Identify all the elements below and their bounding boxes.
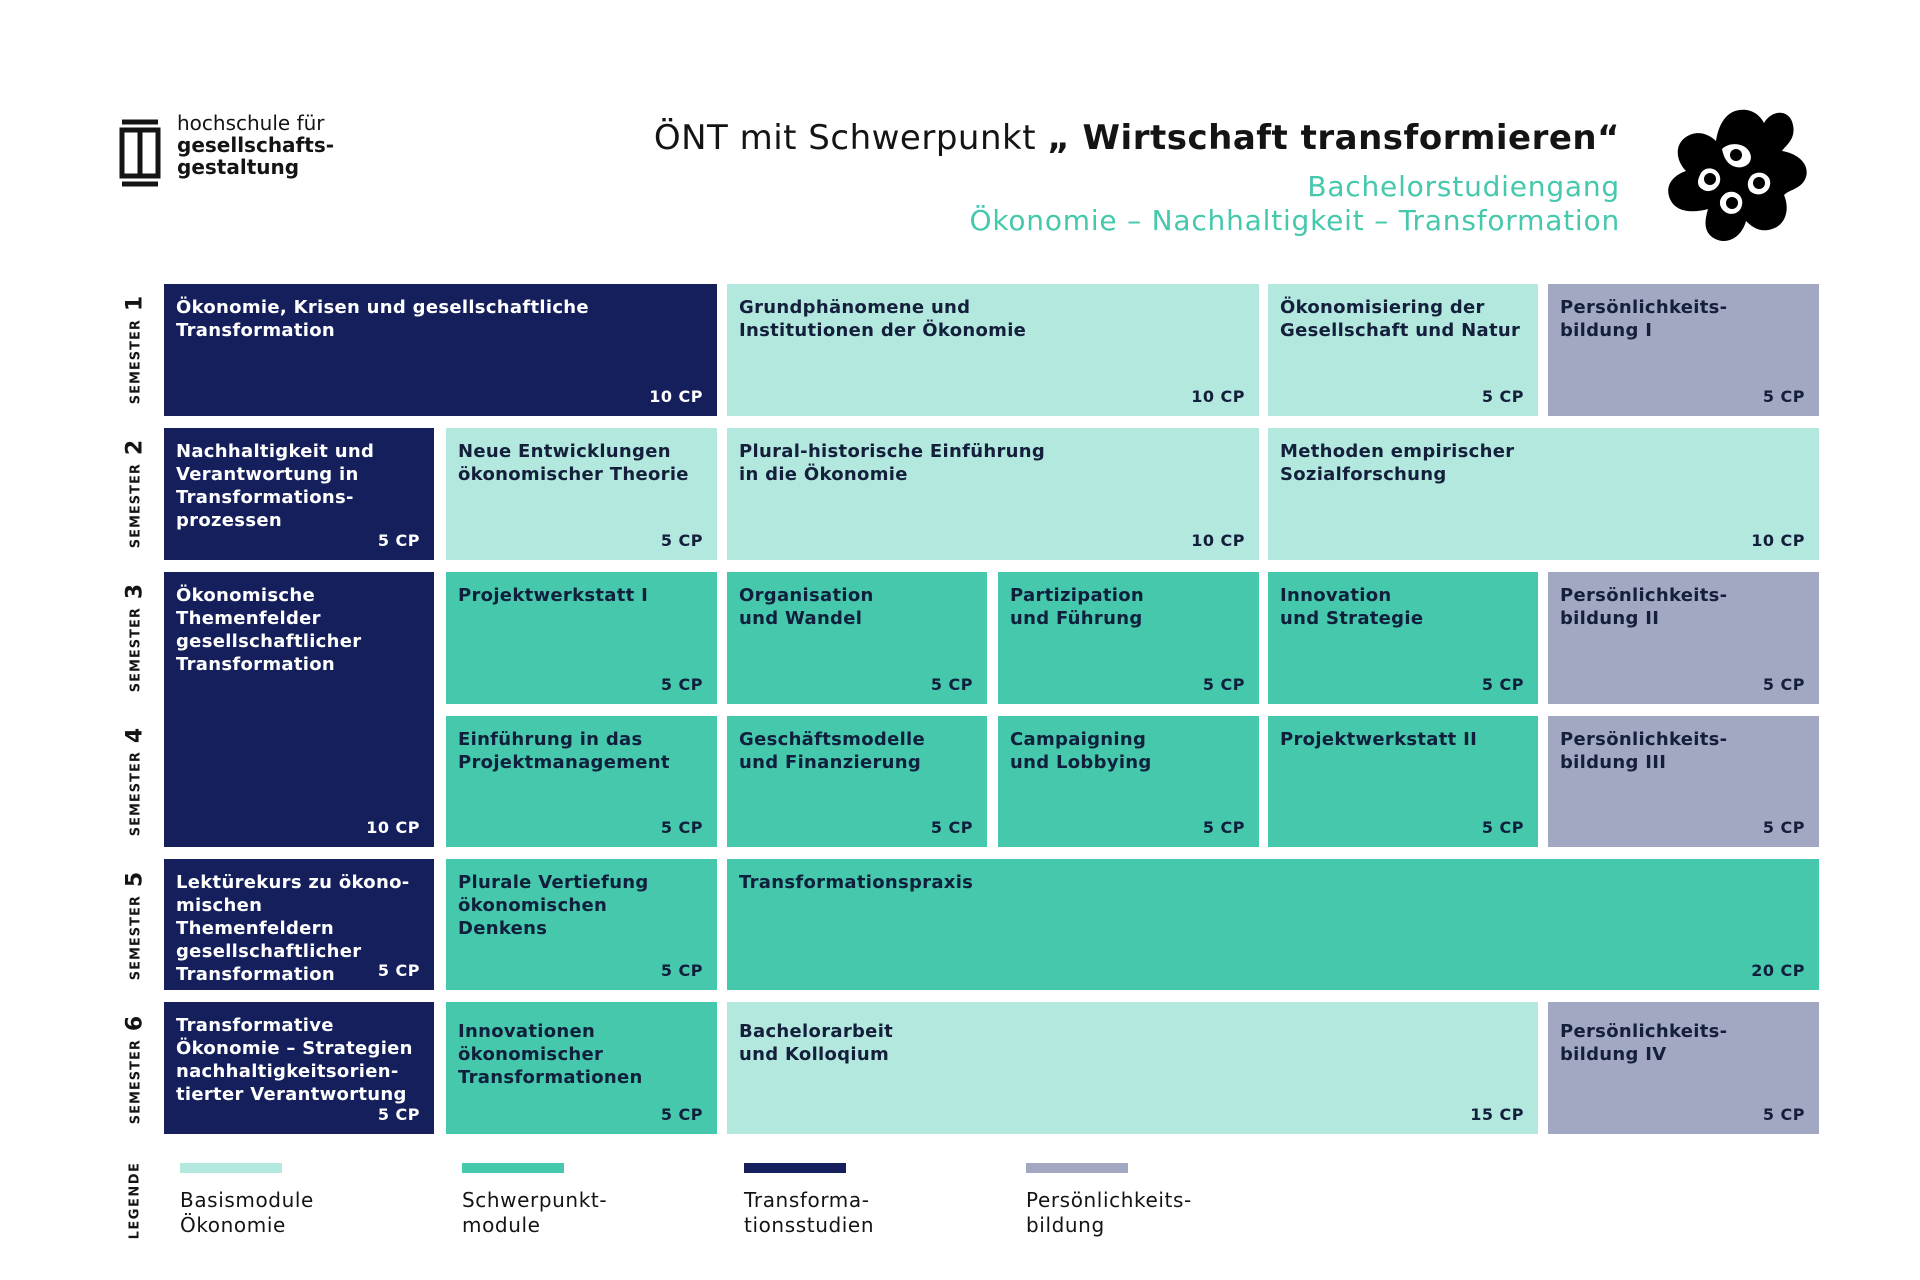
- legend-text-basis: Basismodule Ökonomie: [180, 1188, 314, 1237]
- module-methoden-sozialforschung: Methoden empirischer Sozialforschung 10 CP: [1268, 428, 1819, 560]
- logo-line-2: gesellschafts-: [177, 133, 335, 157]
- module-geschaeftsmodelle: Geschäftsmodelle und Finanzierung 5 CP: [727, 716, 987, 847]
- legend-text-schwerpunkt: Schwerpunkt- module: [462, 1188, 608, 1237]
- semester-label-3: SEMESTER3: [122, 582, 148, 692]
- module-innovation-strategie: Innovation und Strategie 5 CP: [1268, 572, 1538, 704]
- module-neue-entwicklungen: Neue Entwicklungen ökonomischer Theorie 5 CP: [446, 428, 717, 560]
- legend-item-transformation: [744, 1163, 874, 1238]
- module-innovationen-transformationen: Innovationen ökonomischer Transformationen 5 CP: [446, 1002, 717, 1134]
- semester-label-2: SEMESTER2: [122, 438, 148, 548]
- legend-text-persoenlichkeit: Persönlichkeits- bildung: [1026, 1188, 1192, 1237]
- semester-label-6: SEMESTER6: [122, 1014, 148, 1124]
- legend-item-persoenlichkeit: [1026, 1163, 1192, 1238]
- subtitle: [654, 170, 1620, 238]
- semester-label-1: SEMESTER1: [122, 294, 148, 404]
- module-oekonomie-krisen: Ökonomie, Krisen und gesellschaftliche Transformation 10 CP: [164, 284, 717, 416]
- logo: [118, 112, 334, 190]
- module-transformative-oekonomie: Transformative Ökonomie – Strategien nachhaltigkeitsorien- tierter Verantwortung 5 CP: [164, 1002, 434, 1134]
- semester-label-4: SEMESTER4: [122, 726, 148, 836]
- legend-item-basis: [180, 1163, 314, 1238]
- program-emblem-icon: [1660, 105, 1810, 250]
- module-projektmanagement: Einführung in das Projektmanagement 5 CP: [446, 716, 717, 847]
- module-plurale-vertiefung: Plurale Vertiefung ökonomischen Denkens 5 CP: [446, 859, 717, 990]
- module-partizipation-fuehrung: Partizipation und Führung 5 CP: [998, 572, 1259, 704]
- subtitle-line-2: Ökonomie – Nachhaltigkeit – Transformation: [969, 204, 1620, 237]
- title-prefix: ÖNT mit Schwerpunkt: [653, 118, 1037, 158]
- module-oekonomische-themenfelder: Ökonomische Themenfelder gesellschaftlicher Transformation 10 CP: [164, 572, 434, 847]
- university-logo-icon: [118, 116, 162, 190]
- subtitle-line-1: Bachelorstudiengang: [1307, 170, 1620, 203]
- module-persoenlichkeitsbildung-4: Persönlichkeits- bildung IV 5 CP: [1548, 1002, 1819, 1134]
- legend-swatch-transformation: [744, 1163, 846, 1173]
- module-bachelorarbeit: Bachelorarbeit und Kolloqium 15 CP: [727, 1002, 1538, 1134]
- module-transformationspraxis: Transformationspraxis 20 CP: [727, 859, 1819, 990]
- module-lektuerekurs: Lektürekurs zu ökono- mischen Themenfeldern gesellschaftlicher Transformation 5 CP: [164, 859, 434, 990]
- logo-line-3: gestaltung: [177, 155, 300, 179]
- semester-label-5: SEMESTER5: [122, 870, 148, 980]
- legend-swatch-basis: [180, 1163, 282, 1173]
- logo-line-1: hochschule für: [177, 111, 325, 135]
- module-plural-historische: Plural-historische Einführung in die Ökonomie 10 CP: [727, 428, 1259, 560]
- module-nachhaltigkeit-verantwortung: Nachhaltigkeit und Verantwortung in Transformations- prozessen 5 CP: [164, 428, 434, 560]
- module-projektwerkstatt-2: Projektwerkstatt II 5 CP: [1268, 716, 1538, 847]
- page-title: [654, 118, 1620, 158]
- legend-item-schwerpunkt: [462, 1163, 607, 1238]
- legend-label: LEGENDE: [127, 1161, 143, 1239]
- legend-swatch-persoenlichkeit: [1026, 1163, 1128, 1173]
- module-projektwerkstatt-1: Projektwerkstatt I 5 CP: [446, 572, 717, 704]
- module-persoenlichkeitsbildung-1: Persönlichkeits- bildung I 5 CP: [1548, 284, 1819, 416]
- module-organisation-wandel: Organisation und Wandel 5 CP: [727, 572, 987, 704]
- module-grundphaenomene: Grundphänomene und Institutionen der Ökonomie 10 CP: [727, 284, 1259, 416]
- module-persoenlichkeitsbildung-2: Persönlichkeits- bildung II 5 CP: [1548, 572, 1819, 704]
- legend-text-transformation: Transforma- tionsstudien: [744, 1188, 875, 1237]
- module-campaigning-lobbying: Campaigning und Lobbying 5 CP: [998, 716, 1259, 847]
- title-emphasis: „ Wirtschaft transformieren“: [1047, 118, 1620, 158]
- module-persoenlichkeitsbildung-3: Persönlichkeits- bildung III 5 CP: [1548, 716, 1819, 847]
- title-block: [654, 118, 1620, 238]
- legend-swatch-schwerpunkt: [462, 1163, 564, 1173]
- module-oekonomisierung: Ökonomisiering der Gesellschaft und Natur 5 CP: [1268, 284, 1538, 416]
